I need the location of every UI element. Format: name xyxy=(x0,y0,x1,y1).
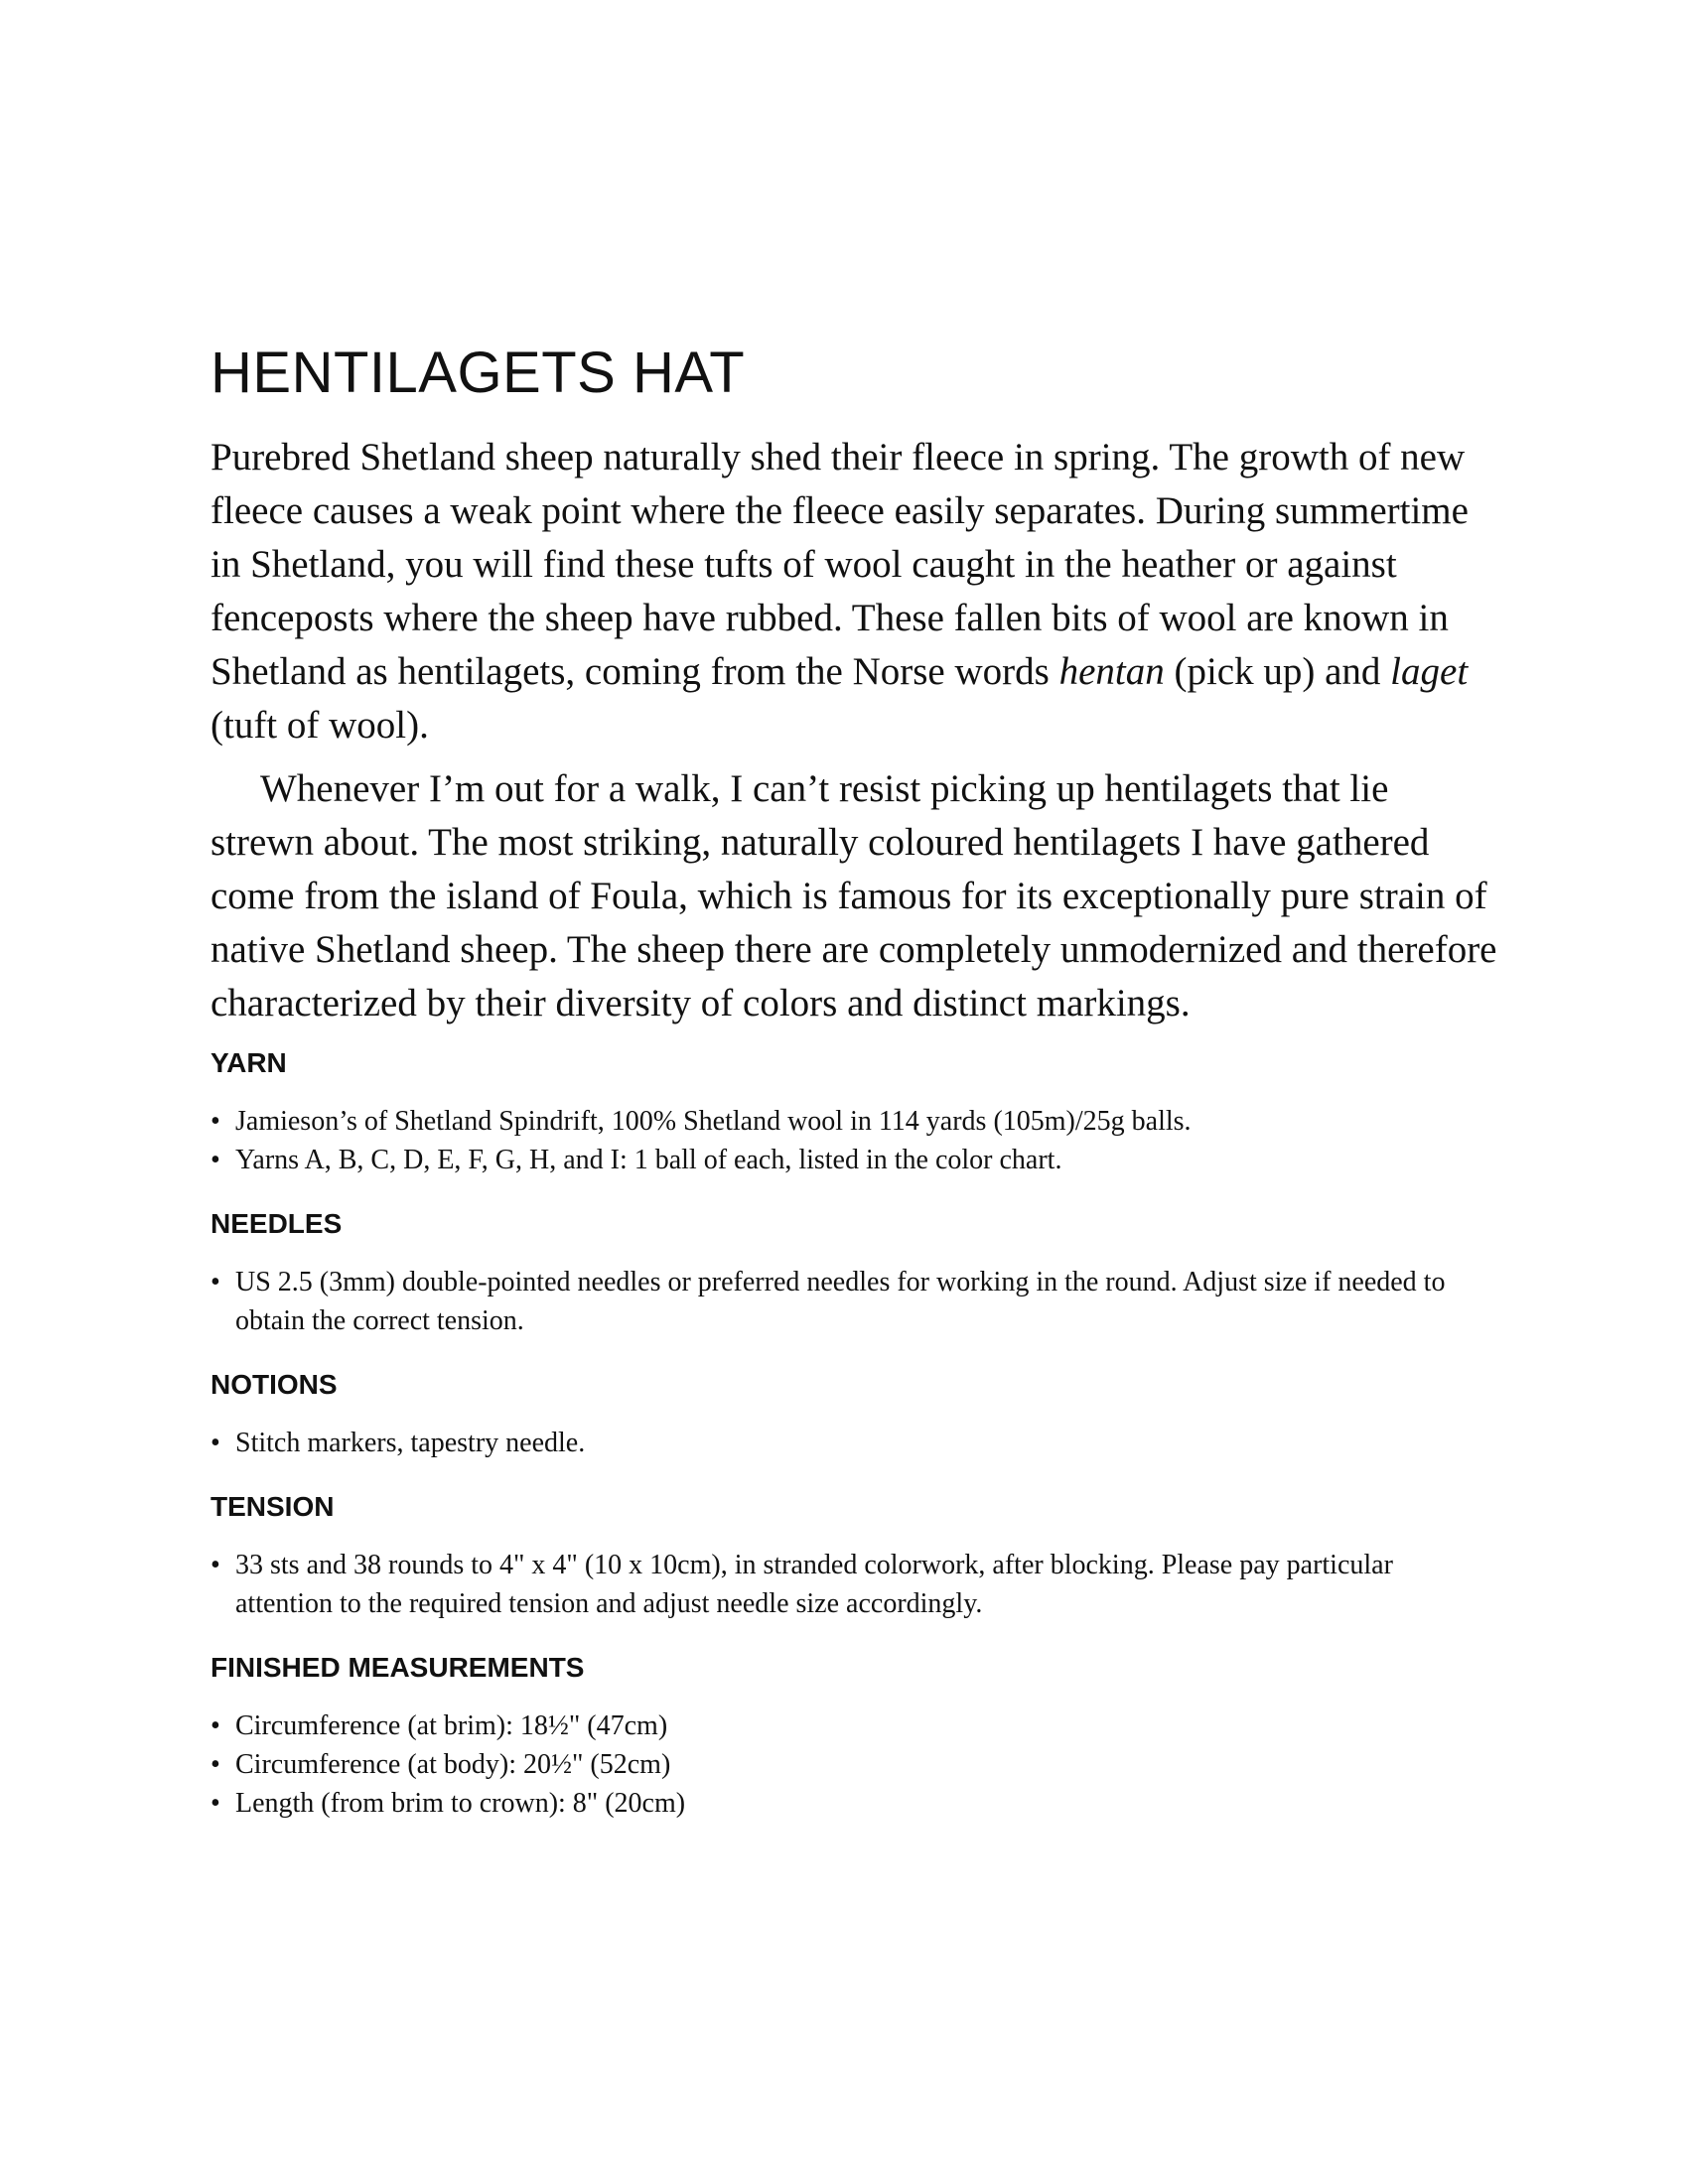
needles-list xyxy=(211,1263,1501,1340)
list-item: • Jamieson’s of Shetland Spindrift, 100% Shetland wool in 114 yards (105m)/25g balls. xyxy=(211,1102,1496,1141)
list-item: • US 2.5 (3mm) double-pointed needles or preferred needles for working in the round. Adjust size if needed to obtain the correct tension. xyxy=(211,1263,1496,1340)
intro-text-run: Purebred Shetland sheep naturally shed their fleece in spring. The growth of new fleece causes a weak point where the fleece easily separates. During summertime in Shetland, you will find these tufts of wool caught in the heather or against fenceposts where the sheep have rubbed. These fallen bits of wool are known in Shetland as hentilagets, coming from the Norse words xyxy=(211,436,1469,693)
italic-term-laget: laget xyxy=(1390,650,1469,693)
intro-text xyxy=(211,431,1501,1030)
intro-text-run: (pick up) and xyxy=(1164,650,1391,693)
notions-list xyxy=(211,1424,1501,1462)
notions-heading: NOTIONS xyxy=(211,1369,338,1400)
tension-list xyxy=(211,1546,1501,1623)
yarn-heading: YARN xyxy=(211,1047,287,1078)
list-item: • Circumference (at body): 20½" (52cm) xyxy=(211,1745,1496,1784)
needles-section xyxy=(211,1207,1501,1340)
list-item: • Stitch markers, tapestry needle. xyxy=(211,1424,1496,1462)
list-item: • Yarns A, B, C, D, E, F, G, H, and I: 1 ball of each, listed in the color chart. xyxy=(211,1141,1496,1179)
notions-section xyxy=(211,1368,1501,1462)
intro-paragraph-2: Whenever I’m out for a walk, I can’t resist picking up hentilagets that lie strewn about. The most striking, naturally coloured hentilagets I have gathered come from the island of Foula, which is famous for its exceptionally pure strain of native Shetland sheep. The sheep there are completely unmodernized and therefore characterized by their diversity of colors and distinct markings. xyxy=(211,767,1497,1024)
finished-measurements-heading: FINISHED MEASUREMENTS xyxy=(211,1652,585,1683)
list-item: • 33 sts and 38 rounds to 4" x 4" (10 x 10cm), in stranded colorwork, after blocking. Please pay particular attention to the required tension and adjust needle size accordingly. xyxy=(211,1546,1496,1623)
tension-section xyxy=(211,1490,1501,1623)
finished-measurements-section xyxy=(211,1651,1501,1823)
italic-term-hentan: hentan xyxy=(1058,650,1165,693)
finished-measurements-list xyxy=(211,1706,1501,1823)
intro-paragraph-1 xyxy=(211,431,1501,752)
list-item: • Circumference (at brim): 18½" (47cm) xyxy=(211,1706,1496,1745)
yarn-list xyxy=(211,1102,1501,1179)
tension-heading: TENSION xyxy=(211,1491,335,1522)
needles-heading: NEEDLES xyxy=(211,1208,343,1239)
intro-text-run: (tuft of wool). xyxy=(211,704,429,747)
list-item: • Length (from brim to crown): 8" (20cm) xyxy=(211,1784,1496,1823)
yarn-section xyxy=(211,1046,1501,1179)
pattern-page xyxy=(211,338,1501,1823)
page-title: HENTILAGETS HAT xyxy=(211,341,746,405)
